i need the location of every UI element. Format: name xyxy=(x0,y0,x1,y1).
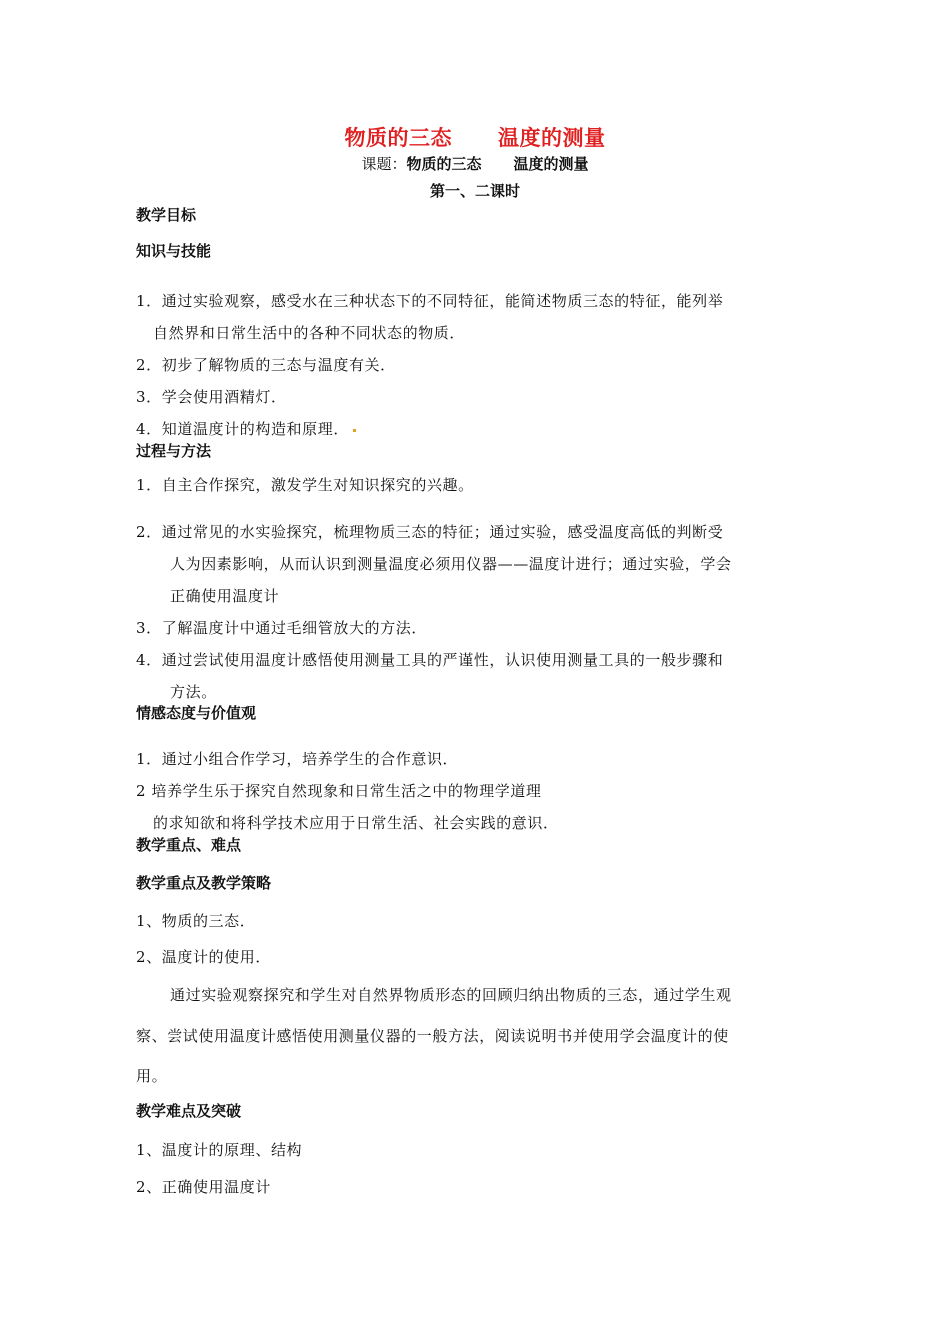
knowledge-item-4 xyxy=(136,418,356,439)
knowledge-item-1-line-2: 自然界和日常生活中的各种不同状态的物质． xyxy=(153,324,466,342)
knowledge-item-3: 3．学会使用酒精灯． xyxy=(136,388,287,406)
focus-paragraph-line-1: 通过实验观察探究和学生对自然界物质形态的回顾归纳出物质的三态，通过学生观 xyxy=(170,986,732,1004)
heading-process-methods: 过程与方法 xyxy=(136,442,212,460)
heading-attitude-values: 情感态度与价值观 xyxy=(136,704,257,722)
focus-paragraph-line-2: 察、尝试使用温度计感悟使用测量仪器的一般方法，阅读说明书并使用学会温度计的使 xyxy=(136,1027,729,1045)
difficulty-item-2: 2、正确使用温度计 xyxy=(136,1178,271,1196)
attitude-item-2-line-1: 2 培养学生乐于探究自然现象和日常生活之中的物理学道理 xyxy=(136,782,542,800)
heading-difficulty-breakthrough: 教学难点及突破 xyxy=(136,1102,242,1120)
document-title xyxy=(0,122,950,152)
focus-paragraph-line-3: 用。 xyxy=(136,1067,168,1085)
process-item-2-line-1: 2．通过常见的水实验探究，梳理物质三态的特征；通过实验，感受温度高低的判断受 xyxy=(136,523,724,541)
heading-focus-strategy: 教学重点及教学策略 xyxy=(136,874,272,892)
heading-knowledge-skills: 知识与技能 xyxy=(136,242,212,260)
difficulty-item-1: 1、温度计的原理、结构 xyxy=(136,1141,303,1159)
heading-teaching-goals: 教学目标 xyxy=(136,206,197,224)
attitude-item-2-line-2: 的求知欲和将科学技术应用于日常生活、社会实践的意识． xyxy=(153,814,559,832)
subtitle-label: 课题： xyxy=(361,155,407,173)
process-item-2-line-2: 人为因素影响，从而认识到测量温度必须用仪器——温度计进行；通过实验，学会 xyxy=(170,555,732,573)
subtitle-right: 温度的测量 xyxy=(513,155,589,173)
lesson-count: 第一、二课时 xyxy=(429,182,520,200)
knowledge-item-1-line-1: 1．通过实验观察，感受水在三种状态下的不同特征，能简述物质三态的特征，能列举 xyxy=(136,292,724,310)
process-item-3: 3．了解温度计中通过毛细管放大的方法． xyxy=(136,619,427,637)
process-item-1: 1．自主合作探究，激发学生对知识探究的兴趣。 xyxy=(136,476,474,494)
heading-key-points: 教学重点、难点 xyxy=(136,836,242,854)
knowledge-item-2: 2．初步了解物质的三态与温度有关． xyxy=(136,356,396,374)
knowledge-item-4-text: 4．知道温度计的构造和原理． xyxy=(136,420,349,438)
marker-dot xyxy=(353,429,356,432)
document-subtitle xyxy=(0,153,950,174)
process-item-2-line-3: 正确使用温度计 xyxy=(170,587,280,605)
title-left: 物质的三态 xyxy=(344,126,452,150)
focus-item-2: 2、温度计的使用． xyxy=(136,948,271,966)
title-right: 温度的测量 xyxy=(498,126,606,150)
subtitle-left: 物质的三态 xyxy=(406,155,482,173)
process-item-4-line-1: 4．通过尝试使用温度计感悟使用测量工具的严谨性，认识使用测量工具的一般步骤和 xyxy=(136,651,724,669)
focus-item-1: 1、物质的三态． xyxy=(136,912,256,930)
attitude-item-1: 1．通过小组合作学习，培养学生的合作意识． xyxy=(136,750,459,768)
process-item-4-line-2: 方法。 xyxy=(170,683,217,701)
